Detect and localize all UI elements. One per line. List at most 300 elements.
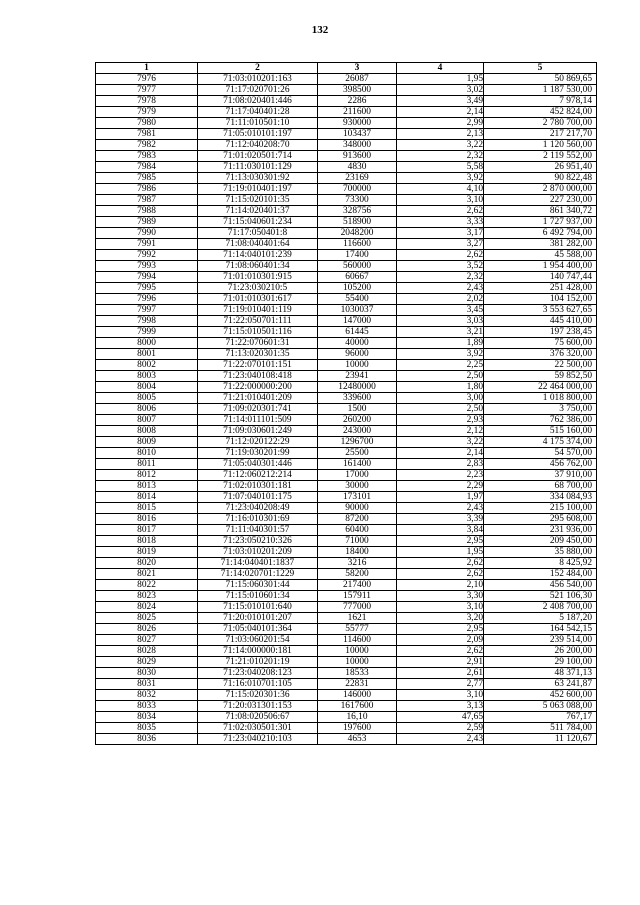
area-cell	[318, 239, 397, 250]
row-number-cell: 8025	[96, 613, 198, 624]
value-cell: 26 200,00	[484, 646, 597, 657]
table-row	[96, 635, 597, 646]
area-value: 73300	[345, 195, 369, 205]
value-cell: 376 320,00	[484, 349, 597, 360]
row-number-cell: 7986	[96, 184, 198, 195]
cadastral-number-cell: 71:21:010401:209	[198, 393, 318, 404]
cadastral-number-cell: 71:23:040208:49	[198, 503, 318, 514]
table-row	[96, 448, 597, 459]
area-value: 2048200	[340, 228, 374, 238]
rate-cell: 2,14	[397, 107, 484, 118]
value-cell: 295 608,00	[484, 514, 597, 525]
table-row	[96, 668, 597, 679]
value-cell: 217 217,70	[484, 129, 597, 140]
rate-cell: 2,12	[397, 426, 484, 437]
rate-cell: 2,32	[397, 151, 484, 162]
cadastral-number-cell: 71:07:040101:175	[198, 492, 318, 503]
area-value: 2286	[347, 96, 367, 106]
area-cell	[318, 437, 397, 448]
value-cell: 227 230,00	[484, 195, 597, 206]
column-header-3: 3	[318, 63, 397, 74]
value-cell: 1 018 800,00	[484, 393, 597, 404]
value-cell: 2 780 700,00	[484, 118, 597, 129]
page-number: 132	[311, 24, 329, 36]
row-number-cell: 7983	[96, 151, 198, 162]
cadastral-number-cell: 71:16:010701:105	[198, 679, 318, 690]
row-number-cell: 8000	[96, 338, 198, 349]
area-cell	[318, 360, 397, 371]
cadastral-number-cell: 71:15:020301:36	[198, 690, 318, 701]
value-cell: 861 340,72	[484, 206, 597, 217]
column-header-5: 5	[484, 63, 597, 74]
table-row	[96, 426, 597, 437]
value-cell: 1 727 937,00	[484, 217, 597, 228]
value-cell: 11 120,67	[484, 734, 597, 745]
value-cell: 8 425,92	[484, 558, 597, 569]
cadastral-number-cell: 71:11:040301:57	[198, 525, 318, 536]
table-row	[96, 316, 597, 327]
rate-cell: 2,99	[397, 118, 484, 129]
cadastral-number-cell: 71:09:020301:741	[198, 404, 318, 415]
value-cell: 231 936,00	[484, 525, 597, 536]
cadastral-number-cell: 71:09:030601:249	[198, 426, 318, 437]
value-cell: 445 410,00	[484, 316, 597, 327]
cadastral-number-cell: 71:13:020301:35	[198, 349, 318, 360]
value-cell: 515 160,00	[484, 426, 597, 437]
area-value: 173101	[342, 492, 372, 502]
area-cell	[318, 206, 397, 217]
row-number-cell: 8033	[96, 701, 198, 712]
table-row	[96, 327, 597, 338]
table-row	[96, 525, 597, 536]
cadastral-number-cell: 71:23:040208:123	[198, 668, 318, 679]
rate-cell: 2,61	[397, 668, 484, 679]
area-value: 328756	[342, 206, 372, 216]
row-number-cell: 8023	[96, 591, 198, 602]
table-row	[96, 283, 597, 294]
cadastral-number-cell: 71:11:010501:10	[198, 118, 318, 129]
table-row	[96, 338, 597, 349]
row-number-cell: 8024	[96, 602, 198, 613]
row-number-cell: 7981	[96, 129, 198, 140]
rate-cell: 2,83	[397, 459, 484, 470]
area-cell	[318, 470, 397, 481]
value-cell: 251 428,00	[484, 283, 597, 294]
value-cell: 1 120 560,00	[484, 140, 597, 151]
table-row	[96, 173, 597, 184]
row-number-cell: 8005	[96, 393, 198, 404]
cadastral-number-cell: 71:01:010301:915	[198, 272, 318, 283]
cadastral-number-cell: 71:08:020401:446	[198, 96, 318, 107]
rate-cell: 47,65	[397, 712, 484, 723]
area-value: 17400	[345, 250, 369, 260]
area-value: 1617600	[340, 701, 374, 711]
rate-cell: 2,59	[397, 723, 484, 734]
area-value: 10000	[345, 657, 369, 667]
rate-cell: 3,02	[397, 85, 484, 96]
table-row	[96, 250, 597, 261]
area-cell	[318, 701, 397, 712]
cadastral-number-cell: 71:02:030501:301	[198, 723, 318, 734]
cadastral-number-cell: 71:20:010101:207	[198, 613, 318, 624]
area-cell	[318, 690, 397, 701]
area-value: 147000	[342, 316, 372, 326]
rate-cell: 3,30	[397, 591, 484, 602]
value-cell: 4 175 374,00	[484, 437, 597, 448]
cadastral-number-cell: 71:08:060401:34	[198, 261, 318, 272]
value-cell: 381 282,00	[484, 239, 597, 250]
rate-cell: 2,62	[397, 558, 484, 569]
cadastral-number-cell: 71:23:030210:5	[198, 283, 318, 294]
cadastral-number-cell: 71:14:000000:181	[198, 646, 318, 657]
value-cell: 48 371,13	[484, 668, 597, 679]
column-header-4: 4	[397, 63, 484, 74]
area-value: 348000	[342, 140, 372, 150]
rate-cell: 2,62	[397, 250, 484, 261]
cadastral-number-cell: 71:22:070601:31	[198, 338, 318, 349]
table-row	[96, 404, 597, 415]
rate-cell: 2,95	[397, 536, 484, 547]
cadastral-number-cell: 71:03:010201:209	[198, 547, 318, 558]
rate-cell: 2,62	[397, 646, 484, 657]
area-cell	[318, 624, 397, 635]
value-cell: 22 500,00	[484, 360, 597, 371]
area-value: 211600	[343, 107, 371, 117]
rate-cell: 1,95	[397, 547, 484, 558]
area-value: 26087	[345, 74, 369, 84]
area-value: 60400	[345, 525, 369, 535]
value-cell: 59 852,50	[484, 371, 597, 382]
table-row	[96, 294, 597, 305]
cadastral-number-cell: 71:12:060212:214	[198, 470, 318, 481]
area-value: 103437	[342, 129, 372, 139]
value-cell: 45 588,00	[484, 250, 597, 261]
table-row	[96, 481, 597, 492]
value-cell: 50 869,65	[484, 74, 597, 85]
cadastral-number-cell: 71:08:020506:67	[198, 712, 318, 723]
area-cell	[318, 547, 397, 558]
area-cell	[318, 349, 397, 360]
row-number-cell: 7984	[96, 162, 198, 173]
rate-cell: 2,13	[397, 129, 484, 140]
area-cell	[318, 173, 397, 184]
table-row	[96, 459, 597, 470]
row-number-cell: 8007	[96, 415, 198, 426]
row-number-cell: 8014	[96, 492, 198, 503]
value-cell: 2 870 000,00	[484, 184, 597, 195]
value-cell: 456 762,00	[484, 459, 597, 470]
rate-cell: 3,92	[397, 173, 484, 184]
rate-cell: 3,22	[397, 140, 484, 151]
table-row	[96, 349, 597, 360]
rate-cell: 3,03	[397, 316, 484, 327]
table-row	[96, 85, 597, 96]
value-cell: 767,17	[484, 712, 597, 723]
area-cell	[318, 316, 397, 327]
column-header-1: 1	[96, 63, 198, 74]
area-value: 55400	[345, 294, 369, 304]
row-number-cell: 7978	[96, 96, 198, 107]
row-number-cell: 7987	[96, 195, 198, 206]
value-cell: 5 187,20	[484, 613, 597, 624]
table-row	[96, 712, 597, 723]
area-value: 777000	[342, 602, 372, 612]
table-row	[96, 536, 597, 547]
area-value: 30000	[345, 481, 369, 491]
area-cell	[318, 162, 397, 173]
rate-cell: 2,91	[397, 657, 484, 668]
value-cell: 140 747,44	[484, 272, 597, 283]
area-cell	[318, 382, 397, 393]
rate-cell: 3,52	[397, 261, 484, 272]
row-number-cell: 7992	[96, 250, 198, 261]
area-cell	[318, 404, 397, 415]
table-row	[96, 415, 597, 426]
area-value: 197600	[342, 723, 372, 733]
row-number-cell: 8006	[96, 404, 198, 415]
area-cell	[318, 635, 397, 646]
area-cell	[318, 228, 397, 239]
rate-cell: 5,58	[397, 162, 484, 173]
area-cell	[318, 184, 397, 195]
area-cell	[318, 580, 397, 591]
area-value: 61445	[345, 327, 369, 337]
table-row	[96, 195, 597, 206]
value-cell: 452 824,00	[484, 107, 597, 118]
table-row	[96, 503, 597, 514]
rate-cell: 3,10	[397, 195, 484, 206]
table-row	[96, 382, 597, 393]
value-cell: 75 600,00	[484, 338, 597, 349]
table-row	[96, 690, 597, 701]
row-number-cell: 8028	[96, 646, 198, 657]
area-cell	[318, 734, 397, 745]
cadastral-number-cell: 71:14:040401:1837	[198, 558, 318, 569]
rate-cell: 3,00	[397, 393, 484, 404]
cadastral-number-cell: 71:02:010301:181	[198, 481, 318, 492]
row-number-cell: 8012	[96, 470, 198, 481]
table-row	[96, 613, 597, 624]
table-row	[96, 162, 597, 173]
rate-cell: 3,84	[397, 525, 484, 536]
row-number-cell: 8008	[96, 426, 198, 437]
value-cell: 3 750,00	[484, 404, 597, 415]
row-number-cell: 8017	[96, 525, 198, 536]
row-number-cell: 8031	[96, 679, 198, 690]
area-value: 16,10	[346, 712, 368, 722]
area-cell	[318, 96, 397, 107]
data-table	[95, 62, 597, 745]
area-value: 25500	[345, 448, 369, 458]
cadastral-number-cell: 71:22:070101:151	[198, 360, 318, 371]
cadastral-number-cell: 71:14:040101:239	[198, 250, 318, 261]
area-value: 1500	[347, 404, 367, 414]
area-value: 913600	[342, 151, 372, 161]
row-number-cell: 8004	[96, 382, 198, 393]
area-value: 90000	[345, 503, 369, 513]
row-number-cell: 8016	[96, 514, 198, 525]
rate-cell: 3,49	[397, 96, 484, 107]
value-cell: 1 187 530,00	[484, 85, 597, 96]
rate-cell: 2,23	[397, 470, 484, 481]
cadastral-number-cell: 71:23:040210:103	[198, 734, 318, 745]
row-number-cell: 8035	[96, 723, 198, 734]
area-cell	[318, 151, 397, 162]
area-cell	[318, 613, 397, 624]
table-row	[96, 96, 597, 107]
area-value: 243000	[342, 426, 372, 436]
column-header-2: 2	[198, 63, 318, 74]
cadastral-number-cell: 71:15:010101:640	[198, 602, 318, 613]
value-cell: 334 084,93	[484, 492, 597, 503]
value-cell: 2 408 700,00	[484, 602, 597, 613]
area-value: 4830	[347, 162, 367, 172]
rate-cell: 3,39	[397, 514, 484, 525]
area-value: 3216	[347, 558, 367, 568]
area-cell	[318, 129, 397, 140]
cadastral-number-cell: 71:19:010401:119	[198, 305, 318, 316]
area-value: 339600	[342, 393, 372, 403]
area-value: 55777	[345, 624, 369, 634]
row-number-cell: 7995	[96, 283, 198, 294]
rate-cell: 2,43	[397, 283, 484, 294]
table-row	[96, 371, 597, 382]
area-value: 700000	[342, 184, 372, 194]
table-row	[96, 184, 597, 195]
cadastral-number-cell: 71:03:010201:163	[198, 74, 318, 85]
row-number-cell: 8029	[96, 657, 198, 668]
table-row	[96, 679, 597, 690]
area-value: 23941	[345, 371, 369, 381]
rate-cell: 2,50	[397, 371, 484, 382]
rate-cell: 2,14	[397, 448, 484, 459]
table-row	[96, 624, 597, 635]
value-cell: 68 700,00	[484, 481, 597, 492]
cadastral-number-cell: 71:11:030101:129	[198, 162, 318, 173]
rate-cell: 3,10	[397, 690, 484, 701]
area-cell	[318, 492, 397, 503]
area-value: 1296700	[340, 437, 374, 447]
area-cell	[318, 602, 397, 613]
value-cell: 762 386,00	[484, 415, 597, 426]
row-number-cell: 8003	[96, 371, 198, 382]
cadastral-number-cell: 71:16:010301:69	[198, 514, 318, 525]
table-row	[96, 239, 597, 250]
area-cell	[318, 415, 397, 426]
rate-cell: 3,17	[397, 228, 484, 239]
value-cell: 164 542,15	[484, 624, 597, 635]
rate-cell: 1,97	[397, 492, 484, 503]
table-row	[96, 470, 597, 481]
area-cell	[318, 272, 397, 283]
area-cell	[318, 503, 397, 514]
value-cell: 239 514,00	[484, 635, 597, 646]
area-value: 58200	[345, 569, 369, 579]
area-value: 518900	[342, 217, 372, 227]
rate-cell: 3,20	[397, 613, 484, 624]
cadastral-number-cell: 71:03:060201:54	[198, 635, 318, 646]
area-cell	[318, 591, 397, 602]
area-cell	[318, 250, 397, 261]
rate-cell: 3,10	[397, 602, 484, 613]
value-cell: 5 063 088,00	[484, 701, 597, 712]
area-cell	[318, 569, 397, 580]
row-number-cell: 8001	[96, 349, 198, 360]
cadastral-number-cell: 71:20:031301:153	[198, 701, 318, 712]
value-cell: 3 553 627,65	[484, 305, 597, 316]
area-cell	[318, 459, 397, 470]
value-cell: 521 106,30	[484, 591, 597, 602]
row-number-cell: 7999	[96, 327, 198, 338]
row-number-cell: 7988	[96, 206, 198, 217]
table-row	[96, 492, 597, 503]
area-cell	[318, 217, 397, 228]
table-row	[96, 646, 597, 657]
rate-cell: 3,33	[397, 217, 484, 228]
rate-cell: 1,80	[397, 382, 484, 393]
table-row	[96, 107, 597, 118]
rate-cell: 2,25	[397, 360, 484, 371]
rate-cell: 2,32	[397, 272, 484, 283]
value-cell: 215 100,00	[484, 503, 597, 514]
area-value: 930000	[342, 118, 372, 128]
rate-cell: 2,77	[397, 679, 484, 690]
rate-cell: 2,62	[397, 206, 484, 217]
area-cell	[318, 85, 397, 96]
table-row	[96, 272, 597, 283]
rate-cell: 1,95	[397, 74, 484, 85]
value-cell: 511 784,00	[484, 723, 597, 734]
table-body	[96, 74, 597, 745]
table-row	[96, 657, 597, 668]
area-cell	[318, 679, 397, 690]
cadastral-number-cell: 71:17:050401:8	[198, 228, 318, 239]
area-value: 18400	[345, 547, 369, 557]
row-number-cell: 7993	[96, 261, 198, 272]
table-row	[96, 580, 597, 591]
row-number-cell: 8009	[96, 437, 198, 448]
cadastral-number-cell: 71:01:010301:617	[198, 294, 318, 305]
row-number-cell: 7991	[96, 239, 198, 250]
table-row	[96, 118, 597, 129]
row-number-cell: 8027	[96, 635, 198, 646]
cadastral-number-cell: 71:14:020701:1229	[198, 569, 318, 580]
area-value: 161400	[342, 459, 372, 469]
cadastral-number-cell: 71:21:010201:19	[198, 657, 318, 668]
row-number-cell: 8011	[96, 459, 198, 470]
row-number-cell: 7977	[96, 85, 198, 96]
cadastral-number-cell: 71:15:020101:35	[198, 195, 318, 206]
area-cell	[318, 118, 397, 129]
cadastral-number-cell: 71:22:050701:111	[198, 316, 318, 327]
table-row	[96, 74, 597, 85]
table-row	[96, 151, 597, 162]
area-value: 217400	[342, 580, 372, 590]
area-cell	[318, 536, 397, 547]
row-number-cell: 7989	[96, 217, 198, 228]
row-number-cell: 7997	[96, 305, 198, 316]
value-cell: 22 464 000,00	[484, 382, 597, 393]
area-cell	[318, 525, 397, 536]
rate-cell: 3,21	[397, 327, 484, 338]
area-cell	[318, 294, 397, 305]
row-number-cell: 8036	[96, 734, 198, 745]
table-row	[96, 723, 597, 734]
row-number-cell: 8019	[96, 547, 198, 558]
area-cell	[318, 338, 397, 349]
cadastral-number-cell: 71:23:050210:326	[198, 536, 318, 547]
area-value: 260200	[342, 415, 372, 425]
